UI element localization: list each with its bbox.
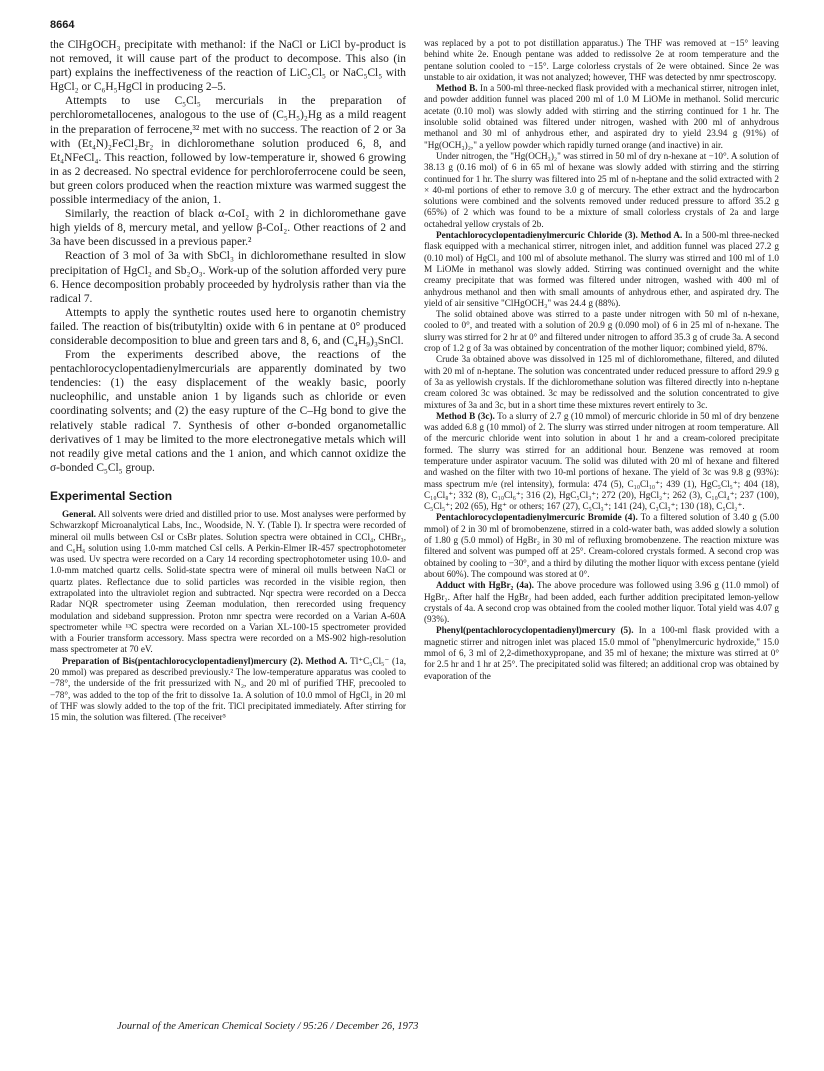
run-in-heading: Pentachlorocyclopentadienylmercuric Bromide (4).: [436, 512, 638, 523]
experimental-paragraph: [424, 309, 779, 354]
run-in-heading: Pentachlorocyclopentadienylmercuric Chloride (3). Method A.: [436, 230, 683, 241]
experimental-paragraph: [424, 83, 779, 151]
body-paragraph: Attempts to use C₅Cl₅ mercurials in the preparation of perchlorometallocenes, analogous to the use of (C₅H₅)₂Hg as a mild reagent in the preparation of ferrocene,³² met with no success. The reaction of 2 or 3a with (Et₄N)₂FeCl₂Br₂ in dichloromethane solution produced 6, 8, and Et₄NFeCl₄. This reaction, followed by low-temperature ir, showed 6 growing in as 2 decreased. No spectral evidence for perchloroferrocene could be seen, but green colors produced when the reaction mixture was warmed suggest the possible intermediacy of the anion, 1.: [50, 95, 406, 207]
run-in-heading: Method B.: [436, 83, 478, 94]
paragraph-text: Under nitrogen, the "Hg(OCH₃)₂" was stirred in 50 ml of dry n-hexane at −10°. A solution of 38.13 g (0.16 mol) of 6 in 65 ml of hexane was slowly added with stirring and the stirring continued for 1 hr. The slurry was filtered into 25 ml of n-heptane and the solid extracted with 2 × 40-ml portions of ether to remove 3.0 g of mercury. The ether extract and the hydrocarbon solutions were combined and the solvents removed under reduced pressure to afford 35.2 g (65%) of 2 which was found to be a mixture of small colorless crystals of 2a and large octahedral yellow crystals of 2b.: [424, 150, 779, 229]
experimental-paragraph: [424, 580, 779, 625]
experimental-paragraph: [424, 151, 779, 230]
experimental-paragraph: [424, 230, 779, 309]
experimental-paragraph: [424, 411, 779, 513]
experimental-paragraph: [50, 656, 406, 724]
run-in-heading: General.: [62, 508, 96, 519]
experimental-paragraph: [50, 509, 406, 656]
body-paragraph: Similarly, the reaction of black α-CoI₂ with 2 in dichloromethane gave high yields of 8, mercury metal, and yellow β-CoI₂. Other reactions of 2 and 3a have been discussed in a previous paper.²: [50, 208, 406, 249]
paragraph-text: All solvents were dried and distilled prior to use. Most analyses were performed by Schwarzkopf Microanalytical Labs, Inc., Woodside, N. Y. (Table I). Ir spectra were recorded of mineral oil mulls between CsI or CsBr plates. Solution spectra were obtained in CCl₄, CHBr₃, and C₆H₆ solution using 1.0-mm matched CsI cells. A Perkin-Elmer IR-457 spectrophotometer was used. Uv spectra were recorded on a Cary 14 recording spectrophotometer using 10.0- and 1.0-mm matched quartz cells. Solid-state spectra were of mineral oil mulls between NaCl or quartz plates. Reflectance due to solid particles was recorded in the visible region, then extrapolated into the ultraviolet region and subtracted. Nqr spectra were recorded on a Decca Radar NQR spectrometer using Zeeman modulation, then rerecorded using frequency modulation and sideband suppression. Proton nmr spectra were recorded on a Varian A-60A spectrometer while ¹³C spectra were recorded on a Varian XL-100-15 spectrometer provided with a Fourier transform accessory. Mass spectra were recorded on a MS-902 high-resolution mass spectrometer at 70 eV.: [50, 508, 406, 655]
paragraph-text: In a 500-ml three-necked flask provided with a mechanical stirrer, nitrogen inlet, and powder addition funnel was placed 200 ml of 1.0 M LiOMe in methanol. Solid mercuric acetate (0.10 mol) was slowly added with stirring and the stirring continued for 1 hr. The insoluble solid obtained was filtered under nitrogen, washed with 200 ml of anhydrous methanol and 30 ml of anhydrous ether, and aspirated dry to yield 23.94 g (91%) of "Hg(OCH₃)₂," a yellow powder which rapidly turned orange (and inactive) in air.: [424, 83, 780, 150]
run-in-heading: Adduct with HgBr₂ (4a).: [436, 580, 534, 591]
paragraph-text: To a filtered solution of 3.40 g (5.00 mmol) of 2 in 30 ml of bromobenzene, stirred in a cold-water bath, was added slowly a solution of 1.80 g (5.0 mmol) of HgBr₂ in 30 ml of refluxing bromobenzene. The reaction mixture was filtered and solvent was pumped off at 25°. Cream-colored crystals formed. A second crop was obtained by cooling to −30°, and a third by diluting the mother liquor with excess pentane (yield about 60%). The compound was stored at 0°.: [424, 512, 779, 579]
paragraph-text: Tl⁺C₅Cl₅⁻ (1a, 20 mmol) was prepared as described previously.² The low-temperature apparatus was cooled to −78°, the underside of the frit pressurized with N₂, and 20 ml of purified THF, precooled to −78°, was added to the top of the frit to dissolve 1a. A solution of 10.0 mmol of HgCl₂ in 20 ml of THF was slowly added to the top of the frit. TlCl precipitated immediately. After stirring for 15 min, the solution was filtered. (The receiver⁵: [50, 655, 406, 723]
body-paragraph: Attempts to apply the synthetic routes used here to organotin chemistry failed. The reaction of bis(tributyltin) oxide with 6 in pentane at 0° produced considerable decomposition to blue and green tars and 8, 6, and (C₄H₉)₃SnCl.: [50, 306, 406, 347]
left-column: [50, 38, 406, 724]
paragraph-text: was replaced by a pot to pot distillation apparatus.) The THF was removed at −15° leaving behind white 2e. Enough pentane was added to redissolve 2e at room temperature and the pentane solution cooled to −15°. Large colorless crystals of 2e were obtained. Since 2e was unstable to air oxidation, it was not analyzed; however, THF was detected by nmr spectroscopy.: [424, 38, 779, 82]
experimental-paragraph: [424, 38, 779, 83]
body-paragraph: Reaction of 3 mol of 3a with SbCl₃ in dichloromethane resulted in slow precipitation of HgCl₂ and Sb₂O₃. Work-up of the solution afforded very pure 6. Hence decomposition probably proceeded by hydrolysis rather than via the radical 7.: [50, 250, 406, 305]
right-column: [424, 38, 779, 682]
body-paragraph: the ClHgOCH₃ precipitate with methanol: if the NaCl or LiCl by-product is not removed, it will cause part of the product to decompose. This also (in part) explains the ineffectiveness of the reaction of LiC₅Cl₅ or NaC₅Cl₅ with HgCl₂ or C₆H₅HgCl in producing 2–5.: [50, 39, 406, 94]
run-in-heading: Phenyl(pentachlorocyclopentadienyl)mercury (5).: [436, 625, 634, 636]
run-in-heading: Preparation of Bis(pentachlorocyclopentadienyl)mercury (2). Method A.: [62, 655, 348, 666]
run-in-heading: Method B (3c).: [436, 410, 495, 421]
experimental-paragraph: [424, 625, 779, 681]
paragraph-text: The above procedure was followed using 3.96 g (11.0 mmol) of HgBr₂. After half the HgBr₂ had been added, each further addition precipitated lemon-yellow crystals of 4a. A second crop was obtained from the cooled mother liquor. Total yield was 4.07 g (93%).: [424, 580, 780, 625]
paragraph-text: The solid obtained above was stirred to a paste under nitrogen with 50 ml of n-hexane, cooled to 0°, and treated with a solution of 20.9 g (0.090 mol) of 6 in 25 ml of n-hexane. The slurry was stirred for 2 hr at 0° and filtered under nitrogen to afford 35.3 g of crude 3a. A second crop of 1.2 g of 3a was obtained by concentration of the mother liquor; combined yield, 87%.: [424, 309, 779, 354]
paragraph-text: Crude 3a obtained above was dissolved in 125 ml of dichloromethane, filtered, and diluted with 20 ml of n-heptane. The solution was concentrated under reduced pressure to afford 29.9 g of 3a as yellowish crystals. If the dichloromethane solution was filtered directly into n-heptane cream colored 3c was obtained. 3c may be redissolved and the solution concentrated to give mixtures of 3a and 3c, but in a short time these mixtures revert entirely to 3c.: [424, 354, 779, 410]
page-number: 8664: [50, 19, 75, 31]
paragraph-text: In a 100-ml flask provided with a magnetic stirrer and nitrogen inlet was placed 15.0 mmol of "phenylmercuric hydroxide," 15.0 mmol of 6, 3 ml of 2,2-dimethoxypropane, and 35 ml of hexane; the mixture was stirred at 0° for 2.5 hr and 1 hr at 25°. The precipitated solid was filtered; an additional crop was obtained by evaporation of the: [424, 625, 780, 681]
paragraph-text: In a 500-ml three-necked flask equipped with a mechanical stirrer, nitrogen inlet, and addition funnel was placed 27.2 g (0.10 mol) of HgCl₂ and 100 ml of absolute methanol. The slurry was stirred and 100 ml of 1.0 M LiOMe in methanol was slowly added. Stirring was continued overnight and the white creamy precipitate that was formed was filtered under nitrogen, washed with 400 ml of anhydrous methanol and then with small amounts of anhydrous ether, and aspirated dry. The yield of air sensitive "ClHgOCH₃" was 24.4 g (88%).: [424, 230, 779, 308]
experimental-paragraph: [424, 354, 779, 410]
experimental-paragraph: [424, 512, 779, 580]
body-paragraph: From the experiments described above, the reactions of the pentachlorocyclopentadienylmercurials are apparently dominated by two tendencies: (1) the easy displacement of the weakly basic, poorly nucleophilic, and unstable anion 1 by ligands such as chloride or even coordinating solvents; and (2) the easy rupture of the C–Hg bond to give the relatively stable radical 7. Synthesis of other σ-bonded organometallic derivatives of 1 may be limited to the more electronegative metals which will not readily give metal cations and the 1 anion, and which cannot oxidize the σ-bonded C₅Cl₅ group.: [50, 349, 406, 474]
journal-footer: Journal of the American Chemical Society / 95:26 / December 26, 1973: [117, 1021, 419, 1032]
section-heading: Experimental Section: [50, 488, 173, 503]
paragraph-text: To a slurry of 2.7 g (10 mmol) of mercuric chloride in 50 ml of dry benzene was added 6.8 g (10 mmol) of 2. The slurry was stirred under nitrogen at room temperature. All of the mercuric chloride went into solution in about 1 hr and a cream-colored precipitate formed. The slurry was stirred for an additional hour. Benzene was removed at room temperature under aspirator vacuum. The solid was diluted with 20 ml of hexane and filtered and washed on the filter with two 10-ml portions of hexane. The yield of 3c was 9.8 g (93%): mass spectrum m/e (rel intensity), formula: 474 (5), C₁₀Cl₁₀⁺; 439 (1), HgC₅Cl₅⁺; 404 (18), C₁₀Cl₈⁺; 332 (8), C₁₀Cl₆⁺; 316 (2), HgC₅Cl₃⁺; 272 (20), HgCl₂⁺; 262 (3), C₁₀Cl₄⁺; 237 (100), C₅Cl₅⁺; 202 (65), Hg⁺ or others; 167 (27), C₅Cl₃⁺; 141 (24), C₃Cl₃⁺; 130 (18), C₅Cl₂⁺.: [424, 410, 780, 512]
